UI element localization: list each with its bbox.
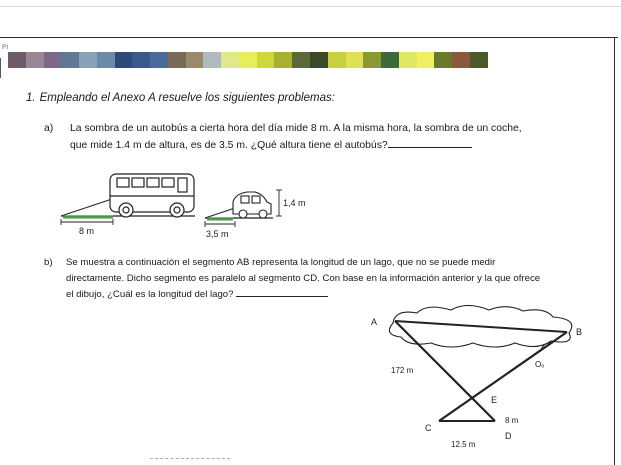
stripe-block (186, 52, 204, 68)
item-a-line-2 (70, 137, 522, 154)
stripe-block (310, 52, 328, 68)
top-rule (0, 6, 621, 7)
stripe-block (452, 52, 470, 68)
item-a-label: a) (44, 123, 54, 134)
frame-border-top (0, 37, 618, 38)
car-height: 1,4 m (283, 198, 306, 208)
problem-title: Empleando el Anexo A resuelve los siguientes problemas: (39, 92, 335, 104)
item-a-text (70, 121, 522, 154)
item-a-line-2-text: que mide 1.4 m de altura, es de 3.5 m. ¿Qué altura tiene el autobús? (70, 140, 388, 151)
item-b-text (66, 255, 540, 303)
bus-shadow-length: 8 m (79, 226, 95, 236)
stripe-block (150, 52, 168, 68)
point-c: C (425, 423, 432, 433)
stripe-block (417, 52, 435, 68)
stripe-block (470, 52, 488, 68)
bus-drawing (110, 174, 194, 217)
stripe-block (363, 52, 381, 68)
point-e: E (491, 395, 498, 405)
item-a-line-1: La sombra de un autobús a cierta hora del día mide 8 m. A la misma hora, la sombra de un coche, (70, 123, 522, 134)
stripe-block (97, 52, 115, 68)
figure-lake (355, 305, 595, 460)
answer-blank-a[interactable] (388, 137, 472, 148)
problem-heading (26, 92, 335, 104)
stripe-block (44, 52, 62, 68)
car-shadow-dimension (205, 221, 235, 227)
stripe-block (399, 52, 417, 68)
bus-shadow-dimension (61, 219, 113, 225)
stripe-block (115, 52, 133, 68)
stripe-block (61, 52, 79, 68)
car-drawing (233, 192, 271, 218)
stripe-block (292, 52, 310, 68)
length-cd: 12.5 m (451, 440, 476, 449)
stripe-block (257, 52, 275, 68)
point-a: A (371, 317, 378, 327)
frame-border-right (614, 37, 615, 465)
stripe-block (79, 52, 97, 68)
car-height-dimension (276, 190, 282, 216)
stripe-block (26, 52, 44, 68)
item-b-line-2: directamente. Dicho segmento es paralelo al segmento CD. Con base en la información anterior y la que ofrece (66, 272, 541, 284)
stripe-block (8, 52, 26, 68)
decorative-color-stripe (8, 52, 488, 68)
stripe-block (434, 52, 452, 68)
stripe-block (239, 52, 257, 68)
answer-blank-b[interactable] (236, 286, 328, 297)
point-d: D (505, 431, 512, 441)
car-shadow-length: 3,5 m (206, 229, 229, 239)
stripe-block (381, 52, 399, 68)
item-b-line-3 (66, 286, 540, 303)
point-o: Oₒ (535, 360, 545, 369)
length-ae: 172 m (391, 366, 414, 375)
corner-mark: Pi (2, 44, 9, 51)
stripe-block (168, 52, 186, 68)
frame-border-left (0, 58, 1, 78)
stripe-block (274, 52, 292, 68)
item-a (44, 121, 614, 157)
item-b-line-3-text: el dibujo, ¿Cuál es la longitud del lago? (66, 289, 234, 300)
stripe-block (221, 52, 239, 68)
stripe-block (346, 52, 364, 68)
point-b: B (576, 327, 583, 337)
bottom-divider (150, 458, 230, 460)
item-b (44, 255, 614, 305)
figure-bus-car (55, 168, 335, 250)
stripe-block (328, 52, 346, 68)
length-ed: 8 m (505, 416, 519, 425)
item-b-line-1: Se muestra a continuación el segmento AB representa la longitud de un lago, que no se puede medir (66, 257, 496, 268)
stripe-block (132, 52, 150, 68)
stripe-block (203, 52, 221, 68)
problem-number: 1. (26, 92, 36, 104)
item-b-label: b) (44, 257, 53, 268)
